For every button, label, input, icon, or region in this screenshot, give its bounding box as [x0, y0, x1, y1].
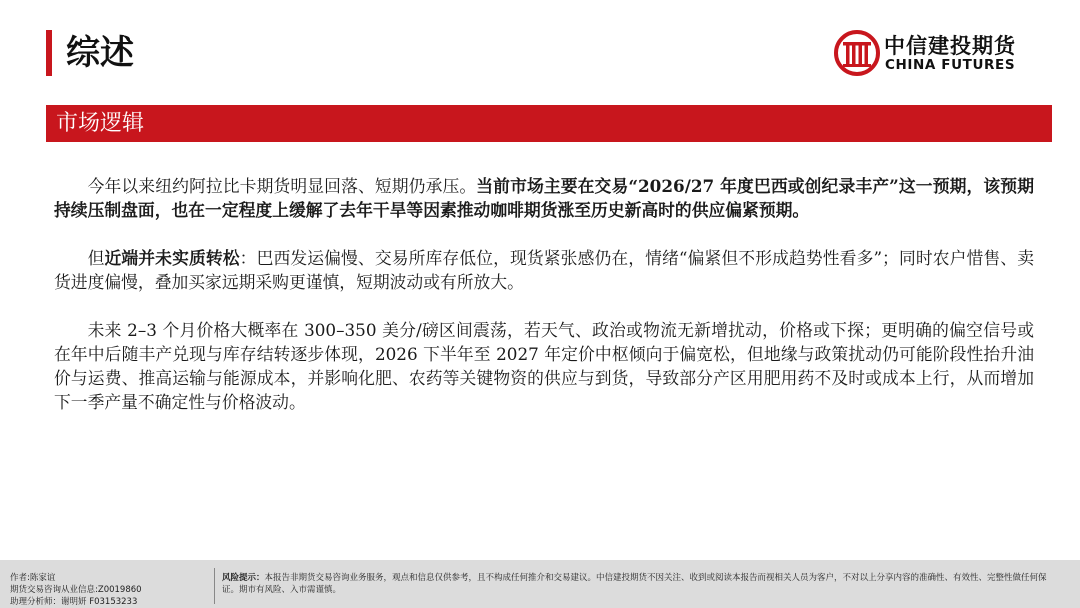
author-info: [10, 572, 142, 608]
logo-chinese-name: 中信建投期货: [884, 34, 1016, 58]
paragraph-2-text-rest: ：巴西发运偏慢、交易所库存低位，现货紧张感仍在，情绪“偏紧但不形成趋势性看多”；同时农户惜售、卖货进度偏慢，叠加买家远期采购更谨慎，短期波动或有所放大。: [54, 248, 1034, 292]
footer: [0, 560, 1080, 608]
paragraph-1: [54, 174, 1034, 222]
section-banner: [46, 105, 1052, 142]
risk-text: 本报告非期货交易咨询业务服务，观点和信息仅供参考，且不构成任何推介和交易建议。中信建投期货不因关注、收到或阅读本报告而视相关人员为客户，不对以上分享内容的准确性、有效性、完整性做任何保证。期市有风险、入市需谨慎。: [222, 573, 1047, 595]
page-title: 综述: [66, 33, 134, 73]
paragraph-1-text: 今年以来纽约阿拉比卡期货明显回落、短期仍承压。: [87, 176, 477, 196]
title-accent-bar: [46, 30, 52, 76]
china-futures-logo-icon: [834, 30, 880, 76]
footer-divider: [214, 568, 215, 604]
paragraph-2: [54, 246, 1034, 294]
paragraph-1-emphasis: 当前市场主要在交易“2026/27 年度巴西或创纪录丰产”这一预期，该预期持续压制盘面，也在一定程度上缓解了去年干旱等因素推动咖啡期货涨至历史新高时的供应偏紧预期。: [54, 176, 1034, 220]
paragraph-2-emphasis: 近端并未实质转松: [104, 248, 240, 268]
license-number: 期货交易咨询从业信息:Z0019860: [10, 585, 142, 595]
risk-disclaimer: [222, 572, 1062, 596]
paragraph-3-text: 未来 2–3 个月价格大概率在 300–350 美分/磅区间震荡，若天气、政治或物流无新增扰动，价格或下探；更明确的偏空信号或在年中后随丰产兑现与库存结转逐步体现，2026 下半年至 2027 年定价中枢倾向于偏宽松，但地缘与政策扰动仍可能阶段性抬升油价与运费、推高运输与能源成本，并影响化肥、农药等关键物资的供应与到货，导致部分产区用肥用药不及时或成本上行，从而增加下一季产量不确定性与价格波动。: [54, 320, 1034, 412]
paragraph-3: [54, 318, 1034, 414]
assistant-analyst: 助理分析师：谢明妍 F03153233: [10, 597, 138, 607]
author-name: 作者:陈家谊: [10, 573, 56, 583]
risk-label: 风险提示：: [222, 573, 265, 583]
section-heading: 市场逻辑: [56, 111, 145, 136]
logo-english-name: CHINA FUTURES: [885, 57, 1016, 73]
company-logo: [834, 28, 1034, 80]
paragraph-2-text-start: 但: [87, 248, 105, 268]
content-body: [54, 174, 1034, 438]
